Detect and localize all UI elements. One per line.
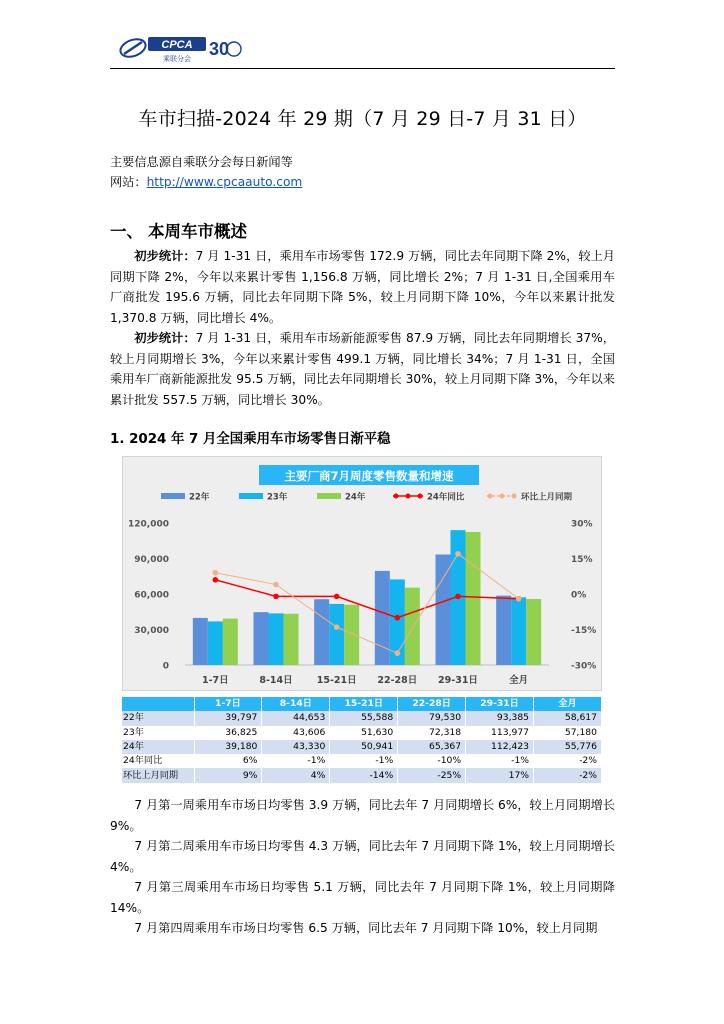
bar-24年 <box>466 532 481 665</box>
weekly-paragraph-1: 7 月第一周乘用车市场日均零售 3.9 万辆，同比去年 7 月同期增长 6%，较上月同期增长 9%。 <box>110 798 615 833</box>
bar-22年 <box>375 571 390 665</box>
table-cell: 57,180 <box>534 726 602 740</box>
table-header-cell: 1-7日 <box>194 697 262 711</box>
table-row <box>122 711 602 725</box>
x-tick-label: 8-14日 <box>259 675 293 686</box>
bar-22年 <box>496 596 511 665</box>
weekly-retail-table <box>122 697 602 783</box>
section-title: 本周车市概述 <box>148 222 247 241</box>
logo-subtext: 乘联分会 <box>163 55 191 63</box>
page-header <box>110 30 615 69</box>
table-row-label: 环比上月同期 <box>122 768 194 782</box>
x-tick-label: 15-21日 <box>316 675 357 686</box>
bar-23年 <box>511 597 526 665</box>
legend-swatch <box>161 493 185 499</box>
table-header-row <box>122 697 602 711</box>
table-cell: -2% <box>534 768 602 782</box>
table-cell: 50,941 <box>330 740 398 754</box>
y-left-tick-label: 0 <box>162 661 169 672</box>
line-point <box>334 624 340 630</box>
y-right-tick-label: -30% <box>571 661 597 672</box>
table-header-cell: 15-21日 <box>330 697 398 711</box>
legend-swatch <box>239 493 263 499</box>
table-header-cell: 全月 <box>534 697 602 711</box>
paragraph-text: 7 月 1-31 日，乘用车市场新能源零售 87.9 万辆，同比去年同期增长 37%，较上月同期增长 3%，今年以来累计零售 499.1 万辆，同比增长 34%；7 月 1-31 日，全国乘用车厂商新能源批发 95.5 万辆，同比去年同期增长 30%，较上月同期下降 3%，今年以来累计批发 557.5 万辆，同比增长 30%。 <box>110 331 615 407</box>
logo-text: CPCA <box>161 39 193 51</box>
website-link[interactable]: http://www.cpcaauto.com <box>146 175 303 189</box>
bar-24年 <box>223 619 238 665</box>
table-row <box>122 768 602 782</box>
weekly-paragraph-2: 7 月第二周乘用车市场日均零售 4.3 万辆，同比去年 7 月同期下降 1%，较上月同期增长 4%。 <box>110 839 615 874</box>
table-cell: 79,530 <box>398 711 466 725</box>
cpca-logo <box>118 34 210 64</box>
legend-marker <box>418 494 423 499</box>
table-row-label: 22年 <box>122 711 194 725</box>
table-cell: -25% <box>398 768 466 782</box>
table-cell: 58,617 <box>534 711 602 725</box>
bar-22年 <box>193 618 208 665</box>
line-point <box>334 594 340 600</box>
table-cell: 43,330 <box>262 740 330 754</box>
table-cell: 44,653 <box>262 711 330 725</box>
weekly-retail-chart <box>122 456 602 691</box>
legend-label: 环比上月同期 <box>521 492 573 503</box>
legend-label: 24年 <box>345 492 366 503</box>
table-cell: -1% <box>262 754 330 768</box>
legend-marker <box>500 494 505 499</box>
weekly-paragraph-3: 7 月第三周乘用车市场日均零售 5.1 万辆，同比去年 7 月同期下降 1%，较上月同期降 14%。 <box>110 880 615 915</box>
bar-24年 <box>284 614 299 665</box>
document-title: 车市扫描-2024 年 29 期（7 月 29 日-7 月 31 日） <box>138 108 587 130</box>
legend-marker <box>488 494 493 499</box>
bar-23年 <box>208 621 223 665</box>
table-cell: 72,318 <box>398 726 466 740</box>
table-row <box>122 754 602 768</box>
line-point <box>395 650 401 656</box>
table-cell: 39,180 <box>194 740 262 754</box>
y-left-tick-label: 30,000 <box>134 626 169 636</box>
bar-24年 <box>344 605 359 665</box>
chart-legend <box>161 492 573 503</box>
x-tick-label: 1-7日 <box>201 675 229 686</box>
table-header-cell: 29-31日 <box>466 697 534 711</box>
legend-marker <box>512 494 517 499</box>
table-cell: -10% <box>398 754 466 768</box>
subsection-heading: 1. 2024 年 7 月全国乘用车市场零售日渐平稳 <box>110 432 391 447</box>
legend-marker <box>394 494 399 499</box>
line-point <box>273 582 279 588</box>
line-point <box>273 594 279 600</box>
y-right-tick-label: 15% <box>571 555 593 565</box>
table-cell: 4% <box>262 768 330 782</box>
table-row <box>122 740 602 754</box>
line-point <box>213 570 219 576</box>
section-heading <box>110 218 247 242</box>
table-cell: 55,588 <box>330 711 398 725</box>
table-cell: 55,776 <box>534 740 602 754</box>
chart-svg <box>123 457 601 690</box>
x-tick-label: 22-28日 <box>377 675 418 686</box>
table-cell: 6% <box>194 754 262 768</box>
bar-22年 <box>436 554 451 665</box>
website-label: 网站： <box>110 175 147 189</box>
bar-22年 <box>254 612 269 665</box>
table-cell: 36,825 <box>194 726 262 740</box>
table-cell: 93,385 <box>466 711 534 725</box>
bar-24年 <box>405 588 420 665</box>
chart-x-labels <box>202 674 528 686</box>
line-point <box>516 596 522 602</box>
table-cell: 112,423 <box>466 740 534 754</box>
table-cell: 9% <box>194 768 262 782</box>
table-cell: 51,630 <box>330 726 398 740</box>
table-cell: 39,797 <box>194 711 262 725</box>
summary-paragraph-2 <box>110 328 615 410</box>
y-right-tick-label: 0% <box>571 590 587 601</box>
table-row-label: 24年 <box>122 740 194 754</box>
paragraph-lead: 初步统计： <box>134 249 196 263</box>
anniversary-logo <box>206 34 244 64</box>
line-point <box>395 615 401 621</box>
y-left-tick-label: 120,000 <box>128 519 169 530</box>
anniversary-text: 30 <box>208 39 230 59</box>
legend-marker <box>406 494 411 499</box>
bar-24年 <box>526 599 541 665</box>
table-cell: 65,367 <box>398 740 466 754</box>
y-left-tick-label: 90,000 <box>134 555 169 565</box>
paragraph-lead: 初步统计： <box>134 331 196 345</box>
chart-title-text: 主要厂商7月周度零售数量和增速 <box>284 469 454 483</box>
source-line: 主要信息源自乘联分会每日新闻等 <box>110 155 293 169</box>
table-header-cell <box>122 697 194 711</box>
bar-23年 <box>269 613 284 665</box>
table-cell: 17% <box>466 768 534 782</box>
table-cell: 113,977 <box>466 726 534 740</box>
chart-title <box>259 465 479 485</box>
table-cell: 43,606 <box>262 726 330 740</box>
table-header-cell: 8-14日 <box>262 697 330 711</box>
x-tick-label: 29-31日 <box>438 675 478 686</box>
legend-label: 22年 <box>189 492 210 503</box>
legend-label: 24年同比 <box>427 492 465 503</box>
line-point <box>455 551 461 557</box>
x-tick-label: 全月 <box>509 675 529 686</box>
bar-23年 <box>329 604 344 665</box>
table-cell: -1% <box>466 754 534 768</box>
table-row <box>122 726 602 740</box>
table-cell: -1% <box>330 754 398 768</box>
table-cell: -14% <box>330 768 398 782</box>
website-line <box>110 173 302 190</box>
line-point <box>213 577 219 583</box>
weekly-paragraph-4: 7 月第四周乘用车市场日均零售 6.5 万辆，同比去年 7 月同期下降 10%，较上月同期 <box>134 921 598 935</box>
line-point <box>455 594 461 600</box>
table-row-label: 24年同比 <box>122 754 194 768</box>
y-right-tick-label: 30% <box>571 519 593 530</box>
legend-label: 23年 <box>267 492 288 503</box>
section-number: 一、 <box>110 222 143 241</box>
bar-22年 <box>314 599 329 665</box>
table-cell: -2% <box>534 754 602 768</box>
paragraph-text: 7 月 1-31 日，乘用车市场零售 172.9 万辆，同比去年同期下降 2%，较上月同期下降 2%，今年以来累计零售 1,156.8 万辆，同比增长 2%；7 月 1-31 日,全国乘用车厂商批发 195.6 万辆，同比去年同期下降 5%，较上月同期下降 10%，今年以来累计批发 1,370.8 万辆，同比增长 4%。 <box>110 249 615 325</box>
y-right-tick-label: -15% <box>571 626 597 636</box>
summary-paragraph-1 <box>110 246 615 328</box>
table-row-label: 23年 <box>122 726 194 740</box>
legend-swatch <box>317 493 341 499</box>
table-header-cell: 22-28日 <box>398 697 466 711</box>
y-left-tick-label: 60,000 <box>134 590 169 601</box>
